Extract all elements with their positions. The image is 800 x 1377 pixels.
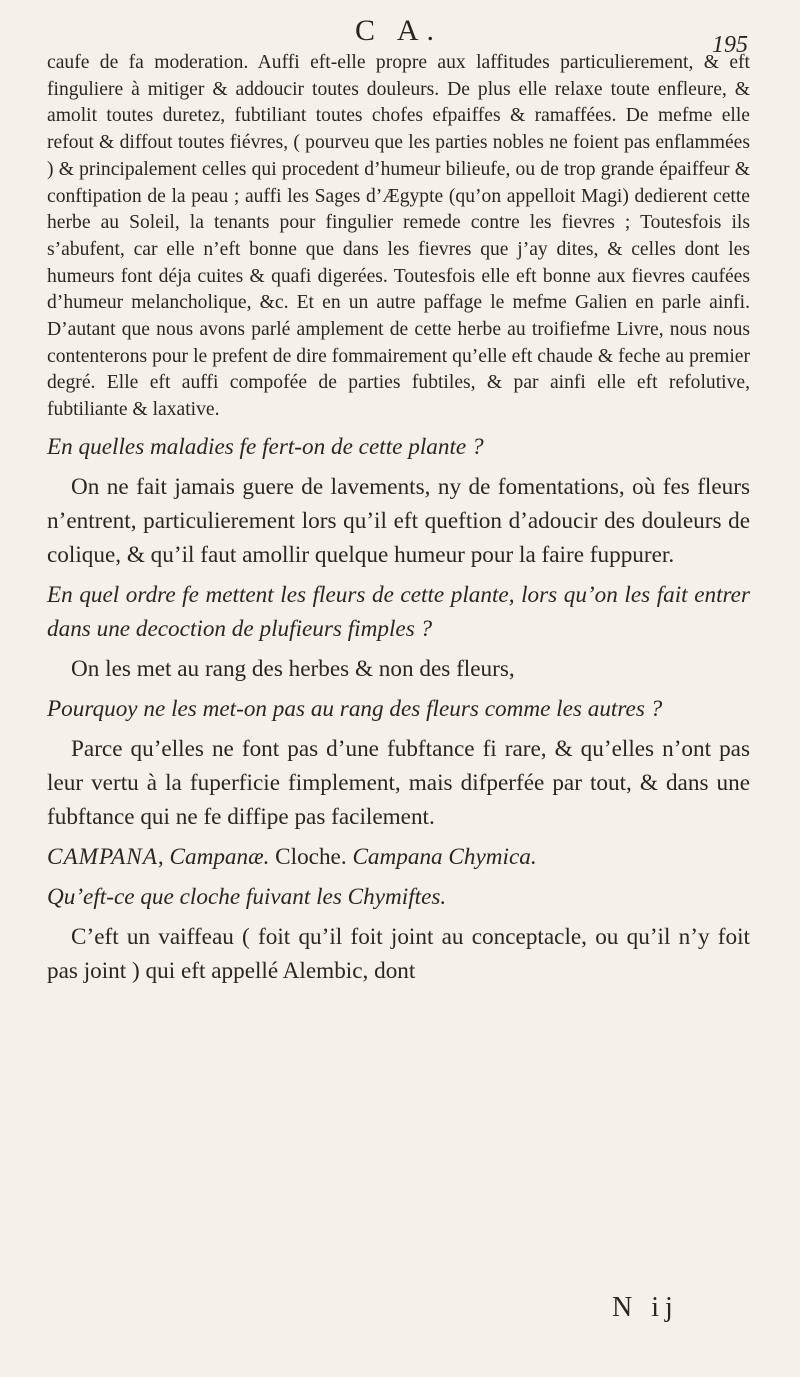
- page-number: 195: [712, 32, 748, 58]
- page-header: [47, 0, 750, 58]
- entry-latin-chymica: Campana Chymica.: [352, 843, 537, 870]
- running-head: C A.: [354, 14, 443, 47]
- signature-mark: N ij: [612, 1292, 679, 1323]
- dictionary-entry-campana: [47, 840, 750, 874]
- answer-rang: On les met au rang des herbes & non des fleurs,: [71, 655, 515, 682]
- answer-lavements: On ne fait jamais guere de lavements, ny de fomentations, où fes fleurs n’entrent, particulierement lors qu’il eft queftion d’adoucir des douleurs de colique, & qu’il faut amollir quelque humeur pour la faire fuppurer.: [47, 473, 750, 568]
- question-maladies: En quelles maladies fe fert-on de cette plante ?: [47, 433, 484, 460]
- answer-substance: Parce qu’elles ne font pas d’une fubftance fi rare, & qu’elles n’ont pas leur vertu à la fuperficie fimplement, mais difperfée par tout, & dans une fubftance qui ne fe diffipe pas facilement.: [47, 735, 750, 830]
- answer-vaisseau: C’eft un vaiffeau ( foit qu’il foit joint au conceptacle, ou qu’il n’y foit pas joint ) qui eft appellé Alembic, dont: [47, 923, 750, 984]
- question-ordre: En quel ordre fe mettent les fleurs de cette plante, lors qu’on les fait entrer dans une decoction de plufieurs fimples ?: [47, 581, 750, 642]
- paragraph-galien-quote: caufe de fa moderation. Auffi eft-elle propre aux laffitudes particulierement, & eft finguliere à mitiger & addoucir toutes douleurs. De plus elle relaxe toute enfleure, & amolit toutes duretez, fubtiliant toutes chofes efpaiffes & ramaffées. De mefme elle refout & diffout toutes fiévres, ( pourveu que les parties nobles ne foient pas enflammées ) & principalement celles qui procedent d’humeur bilieufe, ou de trop grande épaiffeur & conftipation de la peau ; auffi les Sages d’Ægypte (qu’on appelloit Magi) dedierent cette herbe au Soleil, la tenants pour fingulier remede contre les fievres ; Toutesfois ils s’abufent, car elle n’eft bonne que dans les fievres que j’ay dites, & celles dont les humeurs font déja cuites & quafi digerées. Toutesfois elle eft bonne aux fievres caufées d’humeur melancholique, &c. Et en un autre paffage le mefme Galien en parle ainfi. D’autant que nous avons parlé amplement de cette herbe au troifiefme Livre, nous nous contenterons pour le prefent de dire fommairement qu’elle eft chaude & feche au premier degré. Elle eft auffi compofée de parties fubtiles, & par ainfi elle eft refolutive, fubtiliante & laxative.: [47, 52, 750, 421]
- entry-separator: ,: [157, 843, 170, 870]
- question-cloche: Qu’eft-ce que cloche fuivant les Chymiftes.: [47, 883, 447, 910]
- entry-french: Cloche.: [269, 843, 353, 870]
- question-pourquoy: Pourquoy ne les met-on pas au rang des fleurs comme les autres ?: [47, 695, 663, 722]
- entry-headword: CAMPANA: [47, 843, 158, 870]
- entry-latin: Campanæ.: [169, 843, 270, 870]
